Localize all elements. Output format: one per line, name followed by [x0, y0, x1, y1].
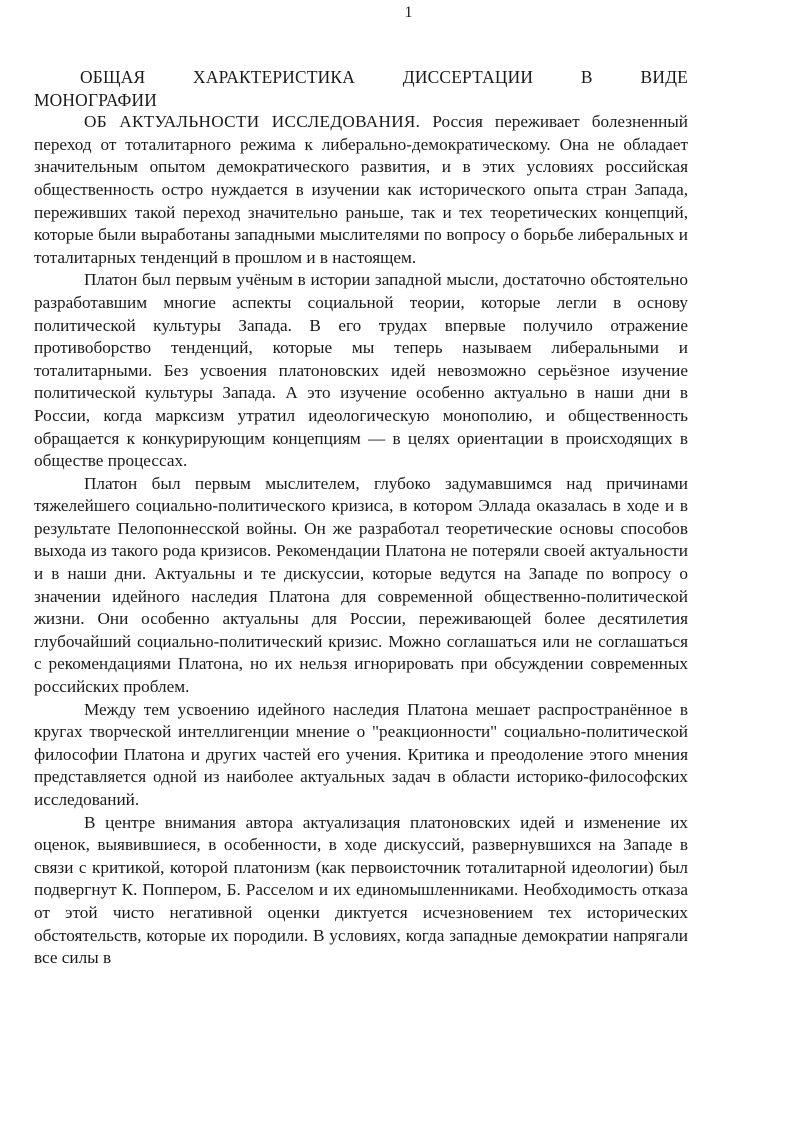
- paragraph-plato-first-thinker: Платон был первым мыслителем, глубоко задумавшимся над причинами тяжелейшего социально-политического кризиса, в котором Эллада оказалась в ходе и в результате Пелопоннесской войны. Он же разработал теоретические основы способов выхода из такого рода кризисов. Рекомендации Платона не потеряли своей актуальности и в наши дни. Актуальны и те дискуссии, которые ведутся на Западе по вопросу о значении идейного наследия Платона для современной общественно-политической жизни. Они особенно актуальны для России, переживающей более десятилетия глубочайший социально-политический кризис. Можно соглашаться или не соглашаться с рекомендациями Платона, но их нельзя игнорировать при обсуждении современных российских проблем.: [34, 473, 688, 697]
- heading-line-2: МОНОГРАФИИ: [34, 89, 157, 110]
- heading-line-1: ОБЩАЯ ХАРАКТЕРИСТИКА ДИССЕРТАЦИИ В ВИДЕ: [80, 67, 688, 87]
- paragraph-plato-first-scholar: Платон был первым учёным в истории западной мысли, достаточно обстоятельно разработавшим многие аспекты социальной теории, которые легли в основу политической культуры Запада. В его трудах впервые получило отражение противоборство тенденций, которые мы теперь называем либеральными и тоталитарными. Без усвоения платоновских идей невозможно серьёзное изучение политической культуры Запада. А это изучение особенно актуально в наши дни в России, когда марксизм утратил идеологическую монополию, и общественность обращается к конкурирующим концепциям — в целях ориентации в происходящих в обществе процессах.: [34, 270, 688, 471]
- document-heading: [34, 66, 688, 111]
- paragraph-focus: В центре внимания автора актуализация платоновских идей и изменение их оценок, выявившиеся, в особенности, в ходе дискуссий, развернувшихся на Западе в связи с критикой, которой платонизм (как первоисточник тоталитарной идеологии) был подвергнут К. Поппером, Б. Расселом и их единомышленниками. Необходимость отказа от этой чисто негативной оценки диктуется исчезновением тех исторических обстоятельств, которые их породили. В условиях, когда западные демократии напрягали все силы в: [34, 812, 688, 968]
- paragraph-relevance: [34, 111, 688, 269]
- paragraph-obstacles: Между тем усвоению идейного наследия Платона мешает распространённое в кругах творческой интеллигенции мнение о "реакционности" социально-политической философии Платона и других частей его учения. Критика и преодоление этого мнения представляется одной из наиболее актуальных задач в области историко-философских исследований.: [34, 699, 688, 809]
- document-body: [34, 66, 688, 970]
- page-number: 1: [404, 4, 413, 21]
- section-title: ОБ АКТУАЛЬНОСТИ ИССЛЕДОВАНИЯ.: [84, 112, 421, 132]
- paragraph-text: Россия переживает болезненный переход от тоталитарного режима к либерально-демократическому. Она не обладает значительным опытом демократического развития, и в этих условиях российская общественность остро нуждается в изучении как исторического опыта стран Запада, переживших такой переход значительно раньше, так и тех теоретических концепций, которые были выработаны западными мыслителями по вопросу о борьбе либеральных и тоталитарных тенденций в прошлом и в настоящем.: [34, 112, 689, 267]
